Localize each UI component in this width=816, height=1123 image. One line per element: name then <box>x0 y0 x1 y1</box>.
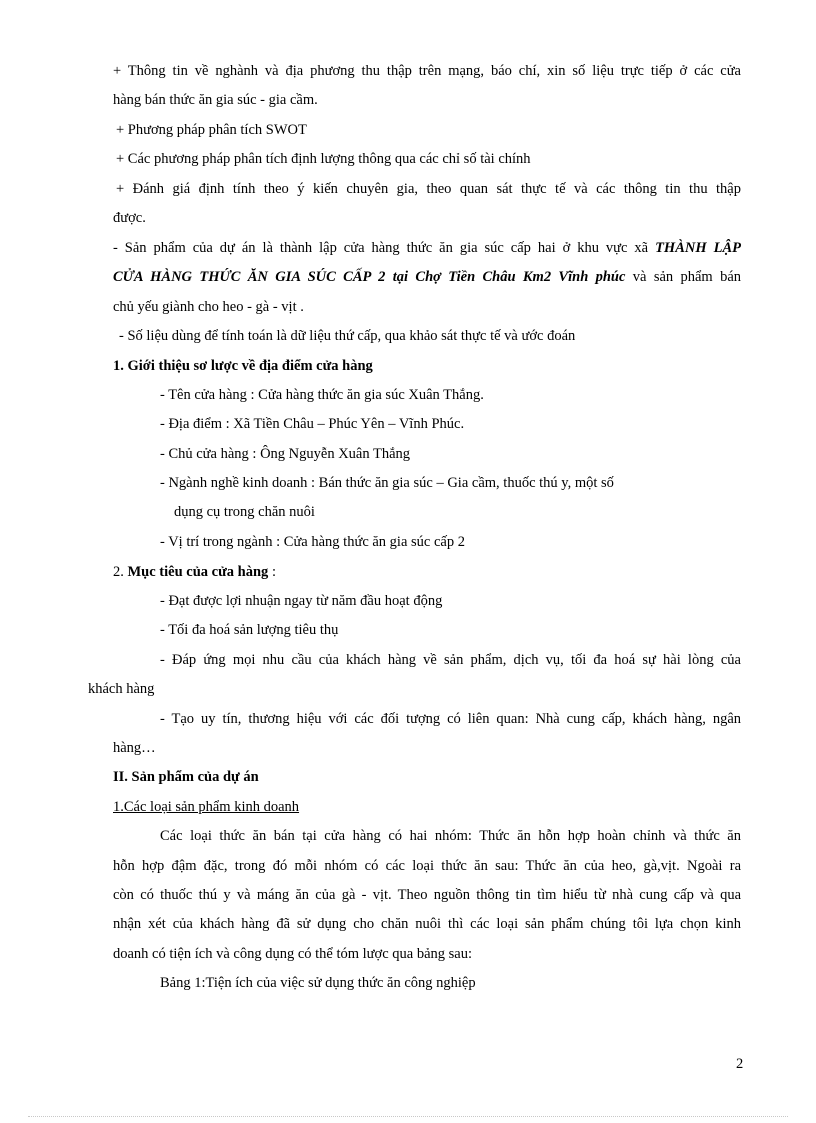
store-name-item: - Tên cửa hàng : Cửa hàng thức ăn gia súc Xuân Thắng. <box>160 387 484 403</box>
method-item-quantitative: + Các phương pháp phân tích định lượng thông qua các chỉ số tài chính <box>116 151 531 167</box>
product-summary-text: - Sản phẩm của dự án là thành lập cửa hàng thức ăn gia súc cấp hai ở khu vực xã <box>113 240 656 256</box>
section-heading-colon: : <box>268 564 276 580</box>
store-owner-item: - Chủ cửa hàng : Ông Nguyễn Xuân Thắng <box>160 446 411 462</box>
method-item-qualitative: + Đánh giá định tính theo ý kiến chuyên gia, theo quan sát thực tế và các thông tin thu thập <box>116 181 741 197</box>
page-number: 2 <box>736 1056 744 1072</box>
subsection-heading-product-types: 1.Các loại sản phẩm kinh doanh <box>113 799 300 815</box>
method-item-swot: + Phương pháp phân tích SWOT <box>116 122 307 138</box>
industry-position-item: - Vị trí trong ngành : Cửa hàng thức ăn gia súc cấp 2 <box>160 534 465 550</box>
section-heading-text: Mục tiêu của cửa hàng <box>127 564 269 580</box>
body-paragraph-line-2: hỗn hợp đậm đặc, trong đó mỗi nhóm có các loại thức ăn sau: Thức ăn của heo, gà,vịt. Ngoài ra <box>113 858 741 874</box>
method-item-qualitative-cont: được. <box>113 210 146 226</box>
section-heading-store-location: 1. Giới thiệu sơ lược về địa điểm cửa hàng <box>113 358 373 374</box>
data-source-note: - Số liệu dùng để tính toán là dữ liệu thứ cấp, qua khảo sát thực tế và ước đoán <box>119 328 576 344</box>
section-number: 2. <box>113 564 128 580</box>
product-summary-text-cont: và sản phẩm bán <box>625 269 742 285</box>
method-item-info-sources: + Thông tin về nghành và địa phương thu thập trên mạng, báo chí, xin số liệu trực tiếp ở các cửa <box>113 63 741 79</box>
body-paragraph-line-5: doanh có tiện ích và công dụng có thể tóm lược qua bảng sau: <box>113 946 473 962</box>
footer-divider <box>28 1116 788 1117</box>
goal-profit: - Đạt được lợi nhuận ngay từ năm đầu hoạt động <box>160 593 443 609</box>
section-heading-project-products: II. Sản phẩm của dự án <box>113 769 259 785</box>
product-summary-line-2 <box>113 267 741 287</box>
business-line-item-cont: dụng cụ trong chăn nuôi <box>174 504 315 520</box>
goal-reputation: - Tạo uy tín, thương hiệu với các đối tượng có liên quan: Nhà cung cấp, khách hàng, ngân <box>160 711 741 727</box>
project-title-part-1: THÀNH LẬP <box>655 240 741 256</box>
section-heading-store-goals <box>113 562 276 582</box>
business-line-item: - Ngành nghề kinh doanh : Bán thức ăn gia súc – Gia cầm, thuốc thú y, một số <box>160 475 614 491</box>
goal-reputation-cont: hàng… <box>113 740 156 756</box>
body-paragraph-line-1: Các loại thức ăn bán tại cửa hàng có hai nhóm: Thức ăn hỗn hợp hoàn chỉnh và thức ăn <box>160 828 741 844</box>
product-summary-line-1 <box>113 238 741 258</box>
project-title-part-2: CỬA HÀNG THỨC ĂN GIA SÚC CẤP 2 tại Chợ Tiền Châu Km2 Vĩnh phúc <box>113 269 626 285</box>
store-address-item: - Địa điểm : Xã Tiền Châu – Phúc Yên – Vĩnh Phúc. <box>160 416 465 432</box>
body-paragraph-line-4: nhận xét của khách hàng đã sử dụng cho chăn nuôi thì các loại sản phẩm chúng tôi lựa chọn kinh <box>113 916 741 932</box>
method-item-info-sources-cont: hàng bán thức ăn gia súc - gia cầm. <box>113 92 318 108</box>
body-paragraph-line-3: còn có thuốc thú y và máng ăn của gà - vịt. Theo nguồn thông tin tìm hiểu từ nhà cung cấp và qua <box>113 887 741 903</box>
product-summary-line-3: chủ yếu giành cho heo - gà - vịt . <box>113 299 304 315</box>
table-caption: Bảng 1:Tiện ích của việc sử dụng thức ăn công nghiệp <box>160 975 476 991</box>
goal-customer-satisfaction: - Đáp ứng mọi nhu cầu của khách hàng về sản phẩm, dịch vụ, tối đa hoá sự hài lòng của <box>160 652 741 668</box>
goal-sales-volume: - Tối đa hoá sản lượng tiêu thụ <box>160 622 339 638</box>
goal-customer-satisfaction-cont: khách hàng <box>88 681 155 697</box>
